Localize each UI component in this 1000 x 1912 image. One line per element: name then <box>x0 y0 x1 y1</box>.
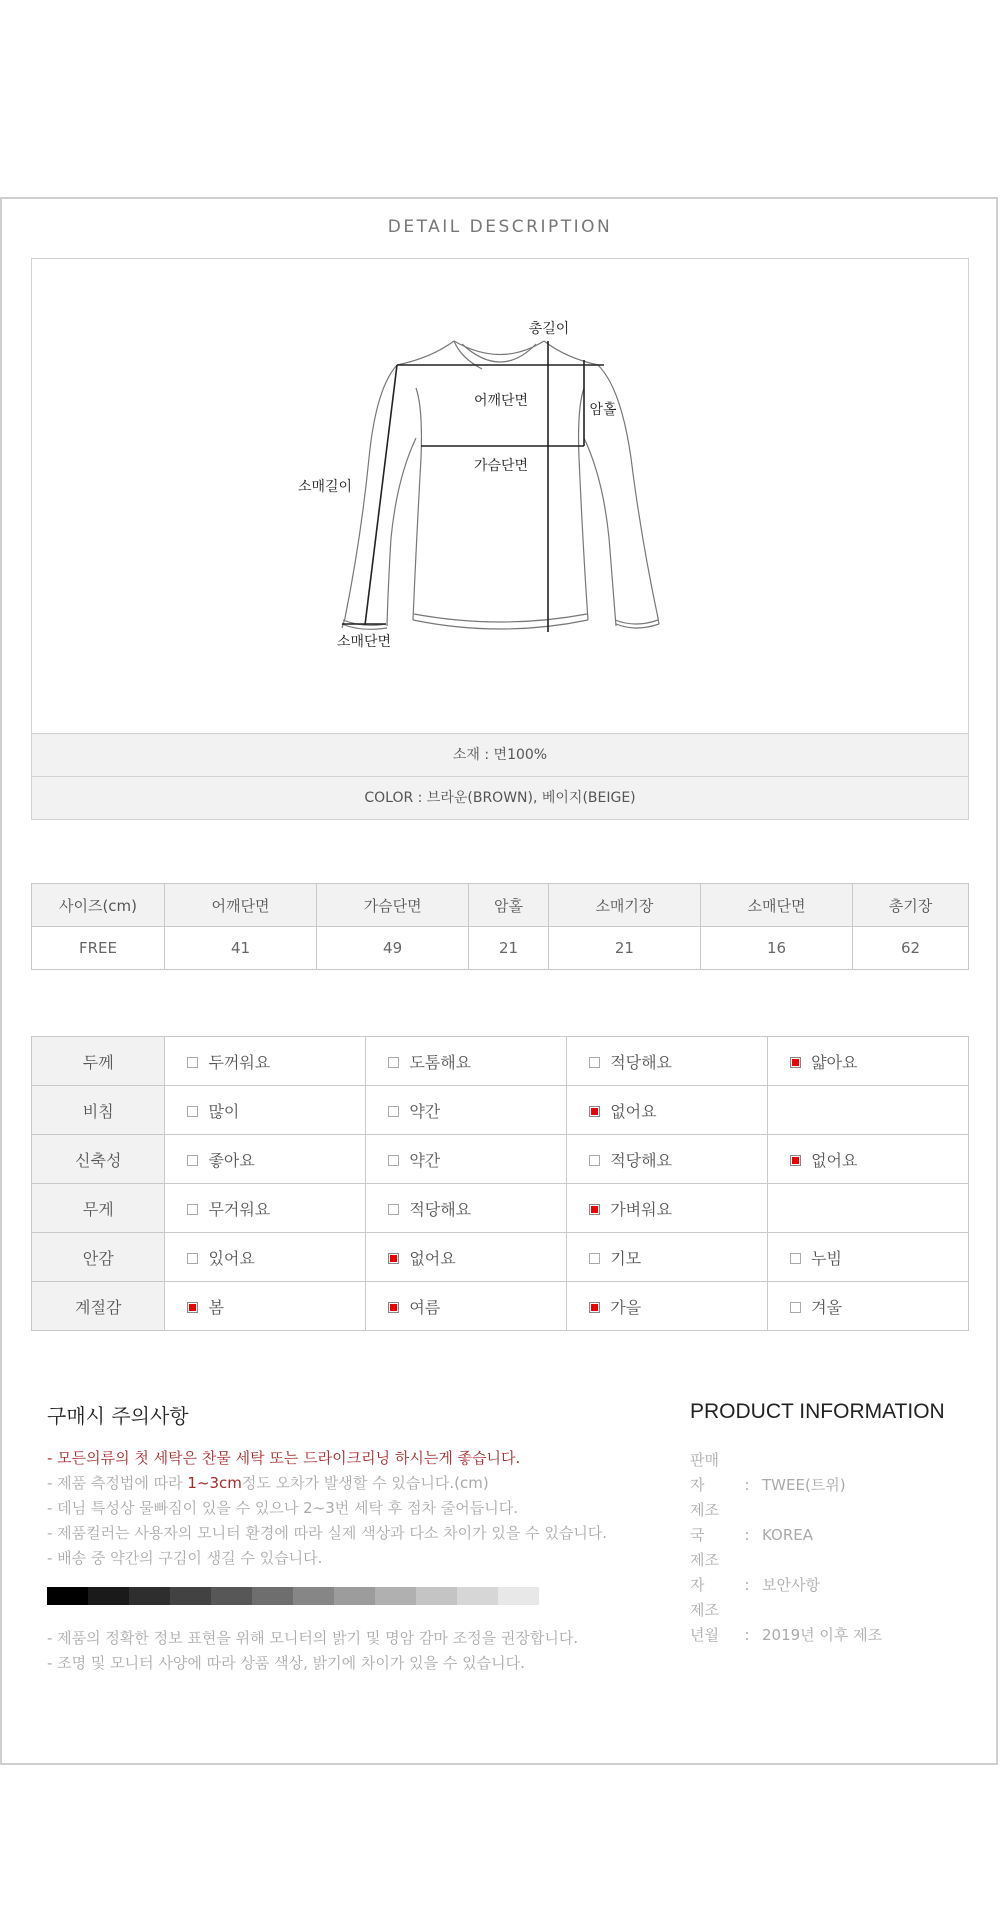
feel-option-cell <box>165 1135 366 1184</box>
material-info: 소재 : 면100% <box>31 733 969 777</box>
feel-option-label: 두꺼워요 <box>208 1052 271 1072</box>
feel-option-label: 무거워요 <box>208 1199 271 1219</box>
feel-row-label: 무게 <box>32 1184 165 1233</box>
unchecked-box-icon <box>589 1057 600 1068</box>
unchecked-box-icon <box>388 1057 399 1068</box>
size-header-cell: 소매기장 <box>548 884 700 927</box>
size-table-header <box>32 884 969 927</box>
feel-option-cell <box>165 1184 366 1233</box>
gray-swatch <box>211 1587 252 1605</box>
label-chest: 가슴단면 <box>473 458 529 474</box>
size-header-cell: 총기장 <box>853 884 969 927</box>
unchecked-box-icon <box>388 1106 399 1117</box>
gray-swatch <box>88 1587 129 1605</box>
unchecked-box-icon <box>388 1204 399 1215</box>
unchecked-box-icon <box>589 1155 600 1166</box>
label-total-length: 총길이 <box>528 321 570 337</box>
note-line: - 모든의류의 첫 세탁은 찬물 세탁 또는 드라이크리닝 하시는게 좋습니다. <box>47 1449 521 1467</box>
feel-row-label: 신축성 <box>32 1135 165 1184</box>
product-info-list <box>690 1448 882 1648</box>
monitor-gray-scale <box>47 1587 539 1605</box>
label-shoulder: 어깨단면 <box>473 393 529 409</box>
product-info-key: 제조자 <box>690 1551 719 1594</box>
note-text: - 제품 측정법에 따라 <box>47 1474 188 1492</box>
feel-option-cell <box>165 1282 366 1331</box>
gray-swatch <box>170 1587 211 1605</box>
feel-option-cell <box>567 1037 768 1086</box>
feel-option-cell <box>567 1086 768 1135</box>
gray-swatch <box>375 1587 416 1605</box>
feel-row <box>32 1233 969 1282</box>
note-line: - 배송 중 약간의 구김이 생길 수 있습니다. <box>47 1549 323 1567</box>
fabric-feel-table <box>31 1036 969 1331</box>
feel-option-label: 겨울 <box>811 1297 842 1317</box>
checked-box-icon <box>388 1253 399 1264</box>
feel-row-label: 비침 <box>32 1086 165 1135</box>
feel-row-label: 안감 <box>32 1233 165 1282</box>
feel-option-label: 도톰해요 <box>409 1052 472 1072</box>
unchecked-box-icon <box>187 1057 198 1068</box>
size-header-cell: 어깨단면 <box>165 884 317 927</box>
unchecked-box-icon <box>388 1155 399 1166</box>
feel-option-cell <box>366 1184 567 1233</box>
feel-option-cell <box>768 1184 969 1233</box>
purchase-notes <box>47 1446 607 1571</box>
gray-swatch <box>47 1587 88 1605</box>
gray-swatch <box>416 1587 457 1605</box>
feel-option-cell <box>165 1086 366 1135</box>
size-cell: 41 <box>165 927 317 970</box>
separator: : <box>744 1476 750 1494</box>
size-table <box>31 883 969 970</box>
note-highlight: 1~3cm <box>187 1474 242 1492</box>
feel-option-cell <box>366 1086 567 1135</box>
gray-swatch <box>334 1587 375 1605</box>
unchecked-box-icon <box>187 1106 198 1117</box>
product-info-key: 제조년월 <box>690 1601 719 1644</box>
gray-swatch <box>457 1587 498 1605</box>
feel-option-label: 좋아요 <box>208 1150 255 1170</box>
feel-row <box>32 1037 969 1086</box>
feel-row <box>32 1282 969 1331</box>
separator: : <box>744 1626 750 1644</box>
product-info-value: TWEE(트위) <box>762 1476 846 1494</box>
feel-option-cell <box>567 1184 768 1233</box>
note-line: - 데님 특성상 물빠짐이 있을 수 있으나 2~3번 세탁 후 점차 줄어듭니다. <box>47 1499 519 1517</box>
feel-row <box>32 1135 969 1184</box>
feel-option-cell <box>768 1282 969 1331</box>
feel-option-cell <box>768 1086 969 1135</box>
feel-option-cell <box>165 1037 366 1086</box>
color-info: COLOR : 브라운(BROWN), 베이지(BEIGE) <box>31 776 969 820</box>
size-cell: 62 <box>853 927 969 970</box>
checked-box-icon <box>589 1302 600 1313</box>
feel-option-label: 적당해요 <box>409 1199 472 1219</box>
size-header-cell: 가슴단면 <box>317 884 469 927</box>
checked-box-icon <box>388 1302 399 1313</box>
feel-option-cell <box>768 1233 969 1282</box>
feel-option-cell <box>366 1037 567 1086</box>
product-info-row <box>690 1598 882 1648</box>
note-line: - 제품컬러는 사용자의 모니터 환경에 따라 실제 색상과 다소 차이가 있을 수 있습니다. <box>47 1524 608 1542</box>
unchecked-box-icon <box>589 1253 600 1264</box>
note-line: - 제품의 정확한 정보 표현을 위해 모니터의 밝기 및 명암 감마 조정을 권장합니다. <box>47 1629 579 1647</box>
product-info-heading: PRODUCT INFORMATION <box>690 1400 945 1423</box>
label-armhole: 암홀 <box>589 402 617 418</box>
feel-option-label: 가을 <box>610 1297 642 1317</box>
checked-box-icon <box>589 1106 600 1117</box>
product-info-row <box>690 1448 882 1498</box>
feel-option-cell <box>567 1135 768 1184</box>
note-text: 정도 오차가 발생할 수 있습니다.(cm) <box>241 1474 489 1492</box>
product-info-row <box>690 1548 882 1598</box>
feel-row <box>32 1086 969 1135</box>
gray-swatch <box>252 1587 293 1605</box>
product-info-key: 판매자 <box>690 1451 719 1494</box>
checked-box-icon <box>790 1057 801 1068</box>
feel-option-label: 있어요 <box>208 1248 255 1268</box>
sweater-diagram <box>31 258 969 734</box>
feel-option-cell <box>366 1135 567 1184</box>
purchase-notes-heading: 구매시 주의사항 <box>47 1404 189 1428</box>
feel-row-label: 두께 <box>32 1037 165 1086</box>
size-cell: 16 <box>700 927 852 970</box>
label-sleeve-length: 소매길이 <box>297 479 353 495</box>
feel-option-label: 적당해요 <box>610 1150 673 1170</box>
gray-swatch <box>498 1587 539 1605</box>
unchecked-box-icon <box>790 1253 801 1264</box>
feel-option-label: 없어요 <box>610 1101 657 1121</box>
feel-option-cell <box>567 1233 768 1282</box>
size-cell: FREE <box>32 927 165 970</box>
feel-option-cell <box>366 1282 567 1331</box>
checked-box-icon <box>187 1302 198 1313</box>
product-info-row <box>690 1498 882 1548</box>
feel-option-label: 가벼워요 <box>610 1199 673 1219</box>
feel-option-label: 여름 <box>409 1297 441 1317</box>
unchecked-box-icon <box>790 1302 801 1313</box>
feel-option-label: 봄 <box>208 1297 224 1317</box>
product-info-value: KOREA <box>762 1526 813 1544</box>
gray-swatch <box>129 1587 170 1605</box>
size-header-cell: 사이즈(cm) <box>32 884 165 927</box>
gray-swatch <box>293 1587 334 1605</box>
size-cell: 21 <box>469 927 549 970</box>
size-header-cell: 암홀 <box>469 884 549 927</box>
feel-option-label: 없어요 <box>811 1150 858 1170</box>
size-cell: 21 <box>548 927 700 970</box>
note-line: - 조명 및 모니터 사양에 따라 상품 색상, 밝기에 차이가 있을 수 있습니다. <box>47 1654 525 1672</box>
product-info-key: 제조국 <box>690 1501 719 1544</box>
feel-option-label: 기모 <box>610 1248 642 1268</box>
checked-box-icon <box>589 1204 600 1215</box>
feel-option-label: 얇아요 <box>811 1052 858 1072</box>
unchecked-box-icon <box>187 1253 198 1264</box>
feel-option-label: 적당해요 <box>610 1052 673 1072</box>
separator: : <box>744 1576 750 1594</box>
feel-option-label: 누빔 <box>811 1248 842 1268</box>
feel-option-label: 없어요 <box>409 1248 456 1268</box>
feel-option-cell <box>768 1135 969 1184</box>
feel-option-cell <box>768 1037 969 1086</box>
label-sleeve-opening: 소매단면 <box>336 634 392 650</box>
size-table-row <box>32 927 969 970</box>
monitor-notes <box>47 1626 578 1676</box>
feel-row-label: 계절감 <box>32 1282 165 1331</box>
feel-option-cell <box>366 1233 567 1282</box>
unchecked-box-icon <box>187 1204 198 1215</box>
feel-option-cell <box>567 1282 768 1331</box>
page-title: DETAIL DESCRIPTION <box>387 217 613 237</box>
unchecked-box-icon <box>187 1155 198 1166</box>
product-info-value: 보안사항 <box>762 1576 820 1594</box>
feel-row <box>32 1184 969 1233</box>
feel-option-label: 약간 <box>409 1150 441 1170</box>
feel-option-cell <box>165 1233 366 1282</box>
note-line <box>47 1471 607 1496</box>
product-info-value: 2019년 이후 제조 <box>762 1626 883 1644</box>
size-header-cell: 소매단면 <box>700 884 852 927</box>
size-cell: 49 <box>317 927 469 970</box>
checked-box-icon <box>790 1155 801 1166</box>
separator: : <box>744 1526 750 1544</box>
feel-option-label: 많이 <box>208 1101 240 1121</box>
feel-option-label: 약간 <box>409 1101 441 1121</box>
